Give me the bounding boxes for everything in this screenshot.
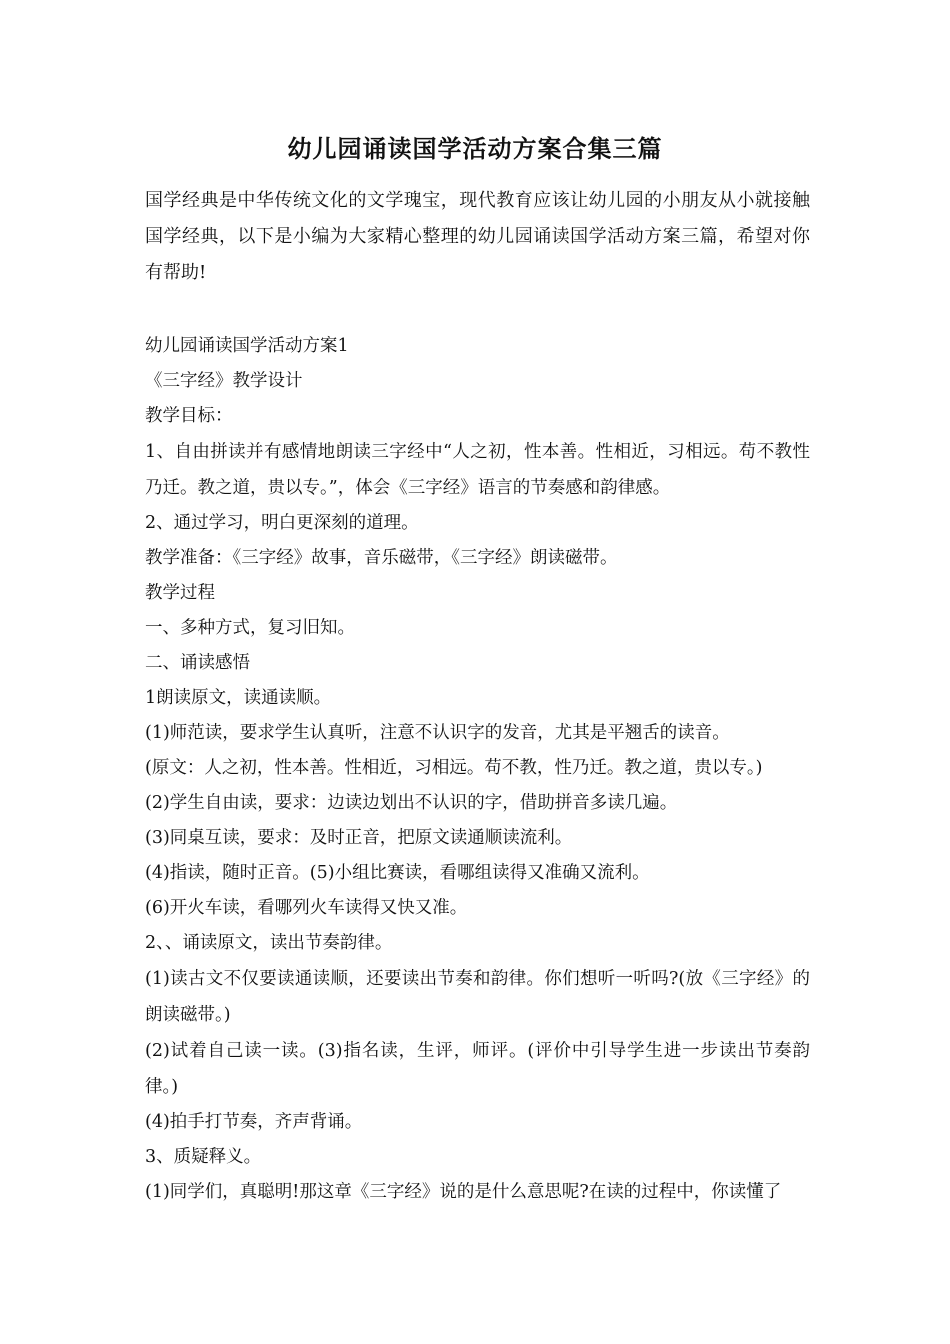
teaching-preparation: 教学准备：《三字经》故事，音乐磁带，《三字经》朗读磁带。 — [145, 548, 618, 568]
reading-step-2: 2、、诵读原文，读出节奏韵律。 — [145, 933, 393, 953]
intro-paragraph: 国学经典是中华传统文化的文学瑰宝，现代教育应该让幼儿园的小朋友从小就接触国学经典，以下是小编为大家精心整理的幼儿园诵读国学活动方案三篇，希望对你有帮助! — [145, 190, 810, 283]
teaching-goal-1: 1、自由拼读并有感情地朗读三字经中“人之初，性本善。性相近，习相远。苟不教性乃迁。教之道，贵以专。”，体会《三字经》语言的节奏感和韵律感。 — [145, 442, 810, 498]
reading-item-1: (1)师范读，要求学生认真听，注意不认识字的发音，尤其是平翘舌的读音。 — [145, 723, 730, 743]
reading-step-3: 3、质疑释义。 — [145, 1147, 262, 1167]
reading-item-6: (6)开火车读，看哪列火车读得又快又准。 — [145, 898, 468, 918]
original-text: (原文：人之初，性本善。性相近，习相远。苟不教，性乃迁。教之道，贵以专。) — [145, 758, 763, 778]
teaching-goals-heading: 教学目标： — [145, 406, 233, 426]
reading-item-3: (3)同桌互读，要求：及时正音，把原文读通顺读流利。 — [145, 828, 573, 848]
teaching-process-heading: 教学过程 — [145, 583, 215, 603]
document-title: 幼儿园诵读国学活动方案合集三篇 — [287, 134, 663, 163]
reading-item-2: (2)学生自由读，要求：边读边划出不认识的字，借助拼音多读几遍。 — [145, 793, 678, 813]
rhythm-item-2-3: (2)试着自己读一读。(3)指名读，生评，师评。(评价中引导学生进一步读出节奏韵律。) — [145, 1041, 810, 1097]
rhythm-item-4: (4)拍手打节奏，齐声背诵。 — [145, 1112, 363, 1132]
reading-step-1: 1朗读原文，读通读顺。 — [145, 688, 332, 708]
question-item-1: (1)同学们，真聪明!那这章《三字经》说的是什么意思呢?在读的过程中，你读懂了 — [145, 1182, 782, 1202]
section-heading-plan-1: 幼儿园诵读国学活动方案1 — [145, 336, 349, 356]
teaching-goal-2: 2、通过学习，明白更深刻的道理。 — [145, 513, 419, 533]
process-step-2: 二、诵读感悟 — [145, 653, 250, 673]
rhythm-item-1: (1)读古文不仅要读通读顺，还要读出节奏和韵律。你们想听一听吗?(放《三字经》的朗读磁带。) — [145, 969, 810, 1025]
process-step-1: 一、多种方式，复习旧知。 — [145, 618, 355, 638]
lesson-design-title: 《三字经》教学设计 — [145, 371, 303, 391]
reading-item-4-5: (4)指读，随时正音。(5)小组比赛读，看哪组读得又准确又流利。 — [145, 863, 650, 883]
document-body — [145, 329, 810, 1210]
